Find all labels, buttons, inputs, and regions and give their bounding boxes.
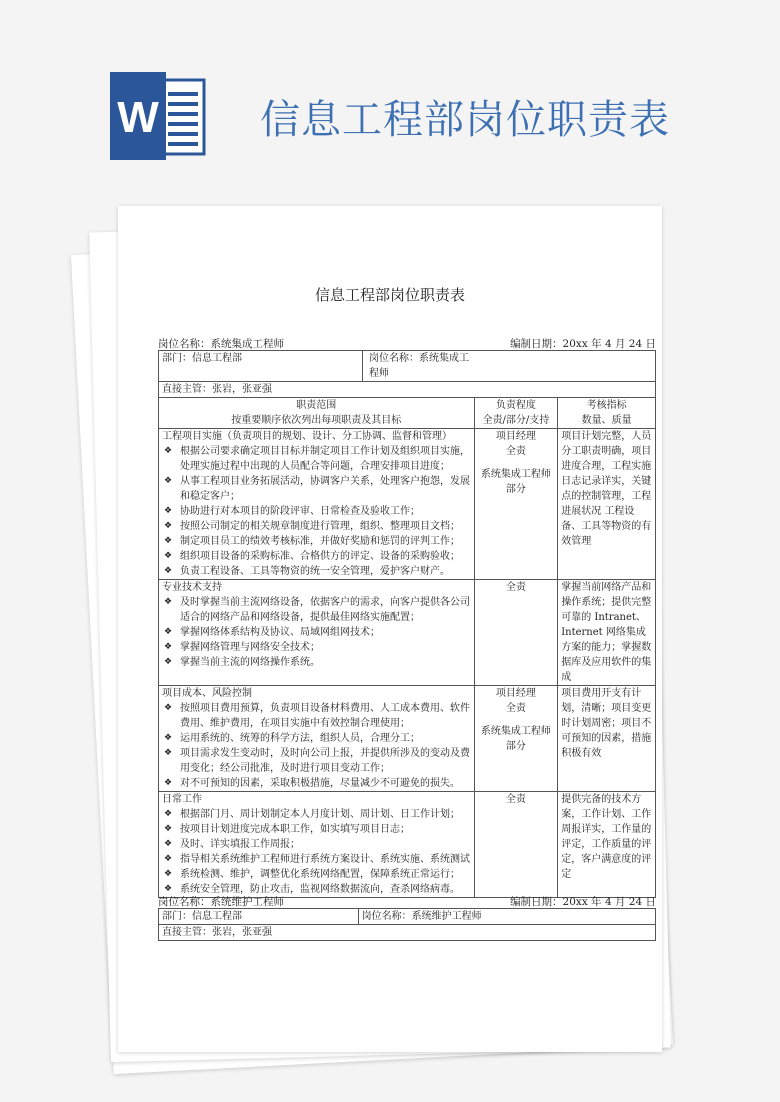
document-title: 信息工程部岗位职责表 (314, 286, 465, 304)
supervisor-cell: 直接主管：张岩，张亚强 (159, 382, 656, 398)
diamond-bullet-icon: ❖ (164, 824, 173, 834)
diamond-bullet-icon: ❖ (164, 446, 173, 456)
duty-cell: 项目成本、风险控制 ❖ 按照项目费用预算，负责项目设备材料费用、人工成本费用、软件费用、维护费用，在项目实施中有效控制合理使用； ❖ 运用系统的、统筹的科学方法，组织人员，合理分工； ❖ 项目需求发生变动时，及时向公司上报，并提供所涉及的变动及费用变化；经公司批准，及时进行项目变动工作； ❖ 对不可预知的因素，采取积极措施，尽量减少不可避免的损失。 (159, 686, 475, 792)
col-header-scope: 职责范围 按重要顺序依次列出每项职责及其目标 (159, 398, 475, 429)
section2-date: 编制日期：20xx 年 4 月 24 日 (510, 896, 656, 908)
col-header-kpi: 考核指标 数量、质量 (558, 398, 656, 429)
duty-cell: 专业技术支持 ❖ 及时掌握当前主流网络设备，依据客户的需求，向客户提供各公司适合的网络产品和网络设备，提供最佳网络实施配置； ❖ 掌握网络体系结构及协议、局域网组网技术； ❖ 掌握网络管理与网络安全技术； ❖ 掌握当前主流的网络操作系统。 (159, 580, 475, 686)
diamond-bullet-icon: ❖ (164, 809, 173, 819)
section1-meta (158, 336, 656, 351)
degree-cell: 项目经理 全责 系统集成工程师 部分 (474, 429, 558, 580)
kpi-cell: 项目费用开支有计划，清晰；项目变更时计划周密；项目不可预知的因素，措施积极有效 (558, 686, 656, 792)
header-row (159, 398, 656, 429)
page-title: 信息工程部岗位职责表 (260, 97, 670, 143)
section2-post-label: 岗位名称：系统维护工程师 (158, 896, 284, 908)
duty-title: 日常工作 (162, 794, 202, 805)
supervisor-cell: 直接主管：张岩，张亚强 (159, 925, 656, 941)
kpi-cell: 提供完备的技术方案，工作计划、工作周报详实，工作量的评定，工作质量的评定，客户满意度的评定 (558, 792, 656, 898)
diamond-bullet-icon: ❖ (164, 476, 173, 486)
diamond-bullet-icon: ❖ (164, 521, 173, 531)
dept-cell: 部门：信息工程部 (159, 909, 359, 925)
dept-cell: 部门：信息工程部 岗位名称：系统集成工程师 (159, 351, 475, 382)
word-logo-icon (108, 72, 208, 160)
diamond-bullet-icon: ❖ (164, 506, 173, 516)
col-header-degree: 负责程度 全责/部分/支持 (474, 398, 558, 429)
diamond-bullet-icon: ❖ (164, 869, 173, 879)
duty-cell: 工程项目实施（负责项目的规划、设计、分工协调、监督和管理） ❖ 根据公司要求确定项目目标并制定项目工作计划及组织项目实施，处理实施过程中出现的人员配合等问题，合理安排项目进度； ❖ 从事工程项目业务拓展活动，协调客户关系，处理客户抱怨，发展和稳定客户； ❖ 协助进行对本项目的阶段评审、日常检查及验收工作； ❖ 按照公司制定的相关规章制度进行管理，组织、整理项目文档； ❖ 制定项目员工的绩效考核标准，并做好奖励和惩罚的评判工作； ❖ 组织项目设备的采购标准、合格供方的评定、设备的采购验收； ❖ 负责工程设备、工具等物资的统一安全管理，爱护客户财产。 (159, 429, 475, 580)
degree-cell: 项目经理 全责 系统集成工程师 部分 (474, 686, 558, 792)
logo-letter: W (117, 93, 159, 142)
table-row (159, 792, 656, 898)
duty-title: 项目成本、风险控制 (162, 688, 252, 699)
diamond-bullet-icon: ❖ (164, 536, 173, 546)
diamond-bullet-icon: ❖ (164, 839, 173, 849)
diamond-bullet-icon: ❖ (164, 657, 173, 667)
section2-meta (158, 894, 656, 909)
diamond-bullet-icon: ❖ (164, 778, 173, 788)
section2-table (158, 908, 656, 941)
diamond-bullet-icon: ❖ (164, 884, 173, 894)
duty-title: 专业技术支持 (162, 582, 222, 593)
kpi-cell: 项目计划完整，人员分工职责明确，项目进度合理，工程实施日志记录详实，关键点的控制管理，工程进展状况 工程设备、工具等物资的有效管理 (558, 429, 656, 580)
table-row (159, 686, 656, 792)
supervisor-row (159, 382, 656, 398)
section1-post-label: 岗位名称：系统集成工程师 (158, 338, 284, 350)
diamond-bullet-icon: ❖ (164, 597, 173, 607)
post-cell: 岗位名称：系统维护工程师 (358, 909, 655, 925)
section1-date: 编制日期：20xx 年 4 月 24 日 (510, 338, 656, 350)
degree-cell: 全责 (474, 792, 558, 898)
diamond-bullet-icon: ❖ (164, 703, 173, 713)
diamond-bullet-icon: ❖ (164, 748, 173, 758)
document-sheet (118, 206, 662, 1052)
dept-row (159, 351, 656, 382)
diamond-bullet-icon: ❖ (164, 854, 173, 864)
supervisor-row (159, 925, 656, 941)
diamond-bullet-icon: ❖ (164, 733, 173, 743)
diamond-bullet-icon: ❖ (164, 551, 173, 561)
duty-cell: 日常工作 ❖ 根据部门月、周计划制定本人月度计划、周计划、日工作计划； ❖ 按项目计划进度完成本职工作，如实填写项目日志； ❖ 及时、详实填报工作周报； ❖ 指导相关系统维护工程师进行系统方案设计、系统实施、系统测试 ❖ 系统检测、维护，调整优化系统网络配置，保障系统正常运行； ❖ 系统安全管理，防止攻击，监视网络数据流向，查杀网络病毒。 (159, 792, 475, 898)
degree-cell: 全责 (474, 580, 558, 686)
duty-title: 工程项目实施（负责项目的规划、设计、分工协调、监督和管理） (162, 431, 452, 442)
kpi-cell: 掌握当前网络产品和操作系统；提供完整可靠的 Intranet、Internet 网络集成方案的能力；掌握数据库及应用软件的集成 (558, 580, 656, 686)
diamond-bullet-icon: ❖ (164, 627, 173, 637)
diamond-bullet-icon: ❖ (164, 566, 173, 576)
diamond-bullet-icon: ❖ (164, 642, 173, 652)
section1-table (158, 350, 656, 898)
table-row (159, 429, 656, 580)
table-row (159, 580, 656, 686)
dept-row (159, 909, 656, 925)
